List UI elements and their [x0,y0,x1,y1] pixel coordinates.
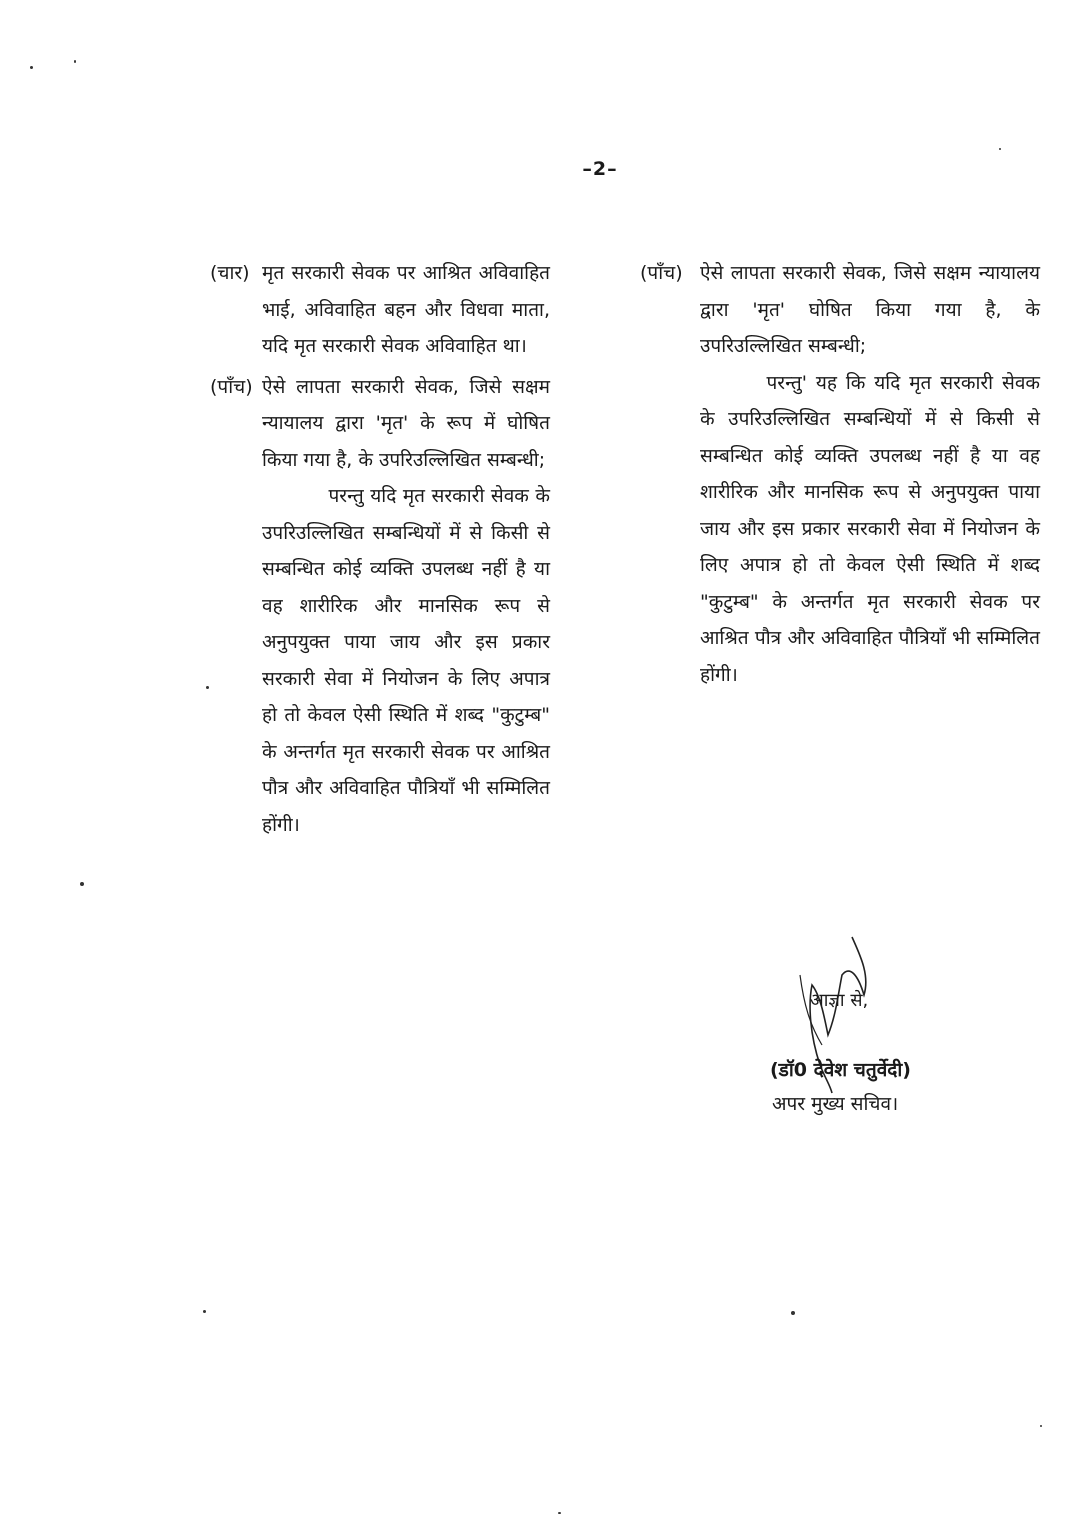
order-line: आज्ञा से, [810,990,869,1011]
clause-marker: (पाँच) [210,375,253,398]
scan-speck [80,882,84,886]
clause-text: मृत सरकारी सेवक पर आश्रित अविवाहित भाई, अविवाहित बहन और विधवा माता, यदि मृत सरकारी सेवक अविवाहित था। [262,262,550,357]
signatory-name: (डॉ0 देवेश चतुर्वेदी) [770,1059,911,1081]
clause-item-four [210,255,550,365]
left-column [210,255,550,843]
clause-marker: (चार) [210,262,250,284]
scan-speck [558,1512,561,1514]
clause-item-five [210,369,550,844]
clause-marker: (पाँच) [640,262,683,284]
proviso-text: परन्तु यदि मृत सरकारी सेवक के उपरिउल्लिखित सम्बन्धियों में से किसी से सम्बन्धित कोई व्यक्ति उपलब्ध नहीं है या वह शारीरिक और मानसिक रूप से अनुपयुक्त पाया जाय और इस प्रकार सरकारी सेवा में नियोजन के लिए अपात्र हो तो केवल ऐसी स्थिति में शब्द "कुटुम्ब" के अन्तर्गत मृत सरकारी सेवक पर आश्रित पौत्र और अविवाहित पौत्रियाँ भी सम्मिलित होंगी। [262,485,550,836]
scan-speck [74,60,76,63]
clause-text: ऐसे लापता सरकारी सेवक, जिसे सक्षम न्यायालय द्वारा 'मृत' घोषित किया गया है, के उपरिउल्लिखित सम्बन्धी; [700,262,1040,357]
scan-speck [1040,1425,1042,1427]
signature-block [770,985,1010,1121]
scan-speck [999,148,1001,150]
scan-speck [203,1310,206,1313]
scan-speck [206,686,209,689]
proviso-text: परन्तु' यह कि यदि मृत सरकारी सेवक के उपरिउल्लिखित सम्बन्धियों में से किसी से सम्बन्धित कोई व्यक्ति उपलब्ध नहीं है या वह शारीरिक और मानसिक रूप से अनुपयुक्त पाया जाय और इस प्रकार सरकारी सेवा में नियोजन के लिए अपात्र हो तो केवल ऐसी स्थिति में शब्द "कुटुम्ब" के अन्तर्गत मृत सरकारी सेवक पर आश्रित पौत्र और अविवाहित पौत्रियाँ भी सम्मिलित होंगी। [700,371,1040,686]
clause-item-five [640,255,1040,693]
signatory-designation: अपर मुख्य सचिव। [772,1093,899,1115]
clause-text: ऐसे लापता सरकारी सेवक, जिसे सक्षम न्यायालय द्वारा 'मृत' के रूप में घोषित किया गया है, के उपरिउल्लिखित सम्बन्धी; [262,375,550,471]
scan-speck [30,66,33,69]
right-column [640,255,1040,693]
scan-speck [791,1311,795,1315]
page-number: –2– [582,158,618,180]
